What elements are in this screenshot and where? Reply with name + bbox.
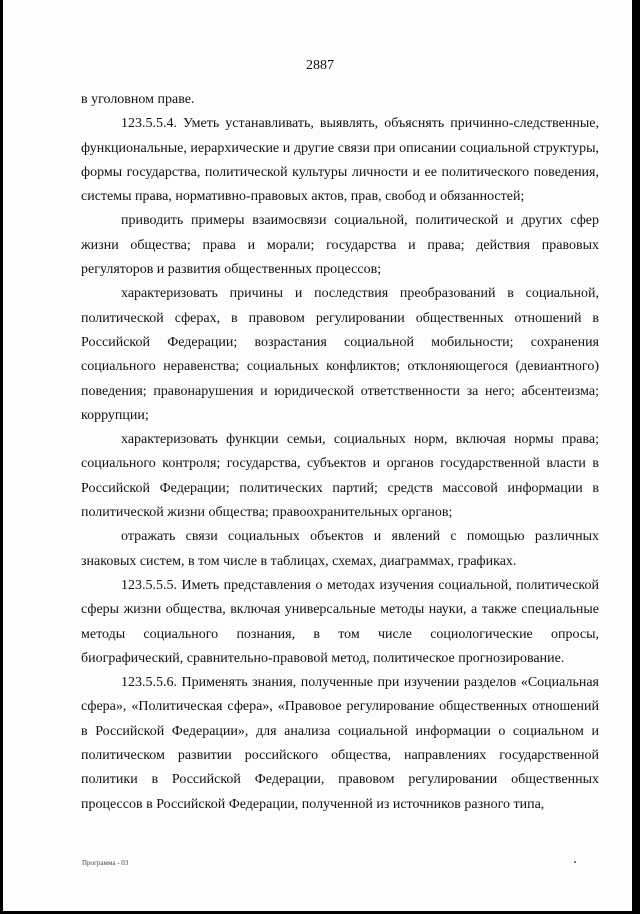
- paragraph-sign-systems: отражать связи социальных объектов и явлений с помощью различных знаковых систем, в том числе в таблицах, схемах, диаграммах, графиках.: [81, 529, 599, 569]
- page-number: 2887: [306, 58, 334, 73]
- paragraph-123-5-5-4: 123.5.5.4. Уметь устанавливать, выявлять, объяснять причинно-следственные, функциональные, иерархические и другие связи при описании социальной структуры, формы государства, политической культуры личности и ее политического поведения, системы права, нормативно-правовых актов, прав, свобод и обязанностей;: [81, 116, 599, 205]
- paragraph-123-5-5-5: 123.5.5.5. Иметь представления о методах изучения социальной, политической сферы жизни общества, включая универсальные методы науки, а также специальные методы социального познания, в том числе социологические опросы, биографический, сравнительно-правовой метод, политическое прогнозирование.: [81, 577, 599, 666]
- paragraph-continuation: в уголовном праве.: [81, 92, 195, 107]
- scan-border-left: [0, 0, 3, 914]
- scan-border-right: [632, 0, 640, 914]
- paragraph-functions: характеризовать функции семьи, социальных норм, включая нормы права; социального контроля; государства, субъектов и органов государственной власти в Российской Федерации; политических партий; средств массовой информации в политической жизни общества; правоохранительных органов;: [81, 432, 599, 521]
- paragraph-123-5-5-6: 123.5.5.6. Применять знания, полученные при изучении разделов «Социальная сфера», «Политическая сфера», «Правовое регулирование общественных отношений в Российской Федерации», для анализа социальной информации о социальном и политическом развитии российского общества, направлениях государственной политики в Российской Федерации, правовом регулировании общественных процессов в Российской Федерации, полученной из источников разного типа,: [81, 675, 599, 812]
- scan-speck: [574, 861, 576, 863]
- paragraph-examples: приводить примеры взаимосвязи социальной, политической и других сфер жизни общества; права и морали; государства и права; действия правовых регуляторов и развития общественных процессов;: [81, 213, 599, 278]
- paragraph-causes: характеризовать причины и последствия преобразований в социальной, политической сферах, в правовом регулировании общественных отношений в Российской Федерации; возрастания социальной мобильности; сохранения социального неравенства; социальных конфликтов; отклоняющегося (девиантного) поведения; правонарушения и юридической ответственности за него; абсентеизма; коррупции;: [81, 286, 599, 423]
- footer-label: Программа - 03: [82, 859, 129, 867]
- document-body: [81, 88, 599, 817]
